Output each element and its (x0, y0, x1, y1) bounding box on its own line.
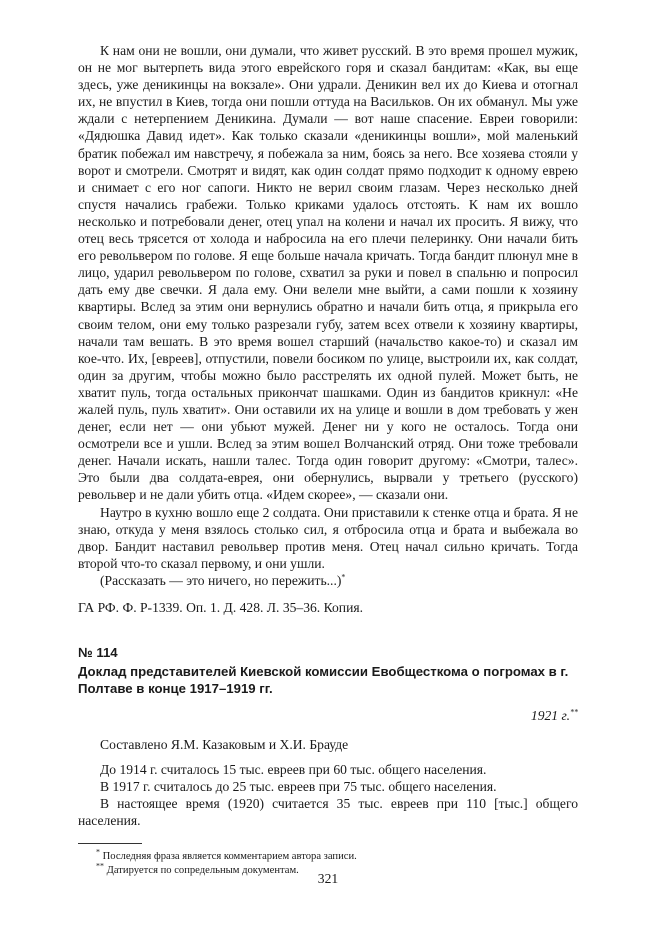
closing-line-text: (Рассказать — это ничего, но пережить...) (100, 572, 342, 588)
archive-reference: ГА РФ. Ф. Р-1339. Оп. 1. Д. 428. Л. 35–36. Копия. (78, 600, 363, 615)
footnote-mark: ** (570, 707, 578, 717)
page-number: 321 (317, 871, 339, 886)
footnote-divider (78, 843, 142, 844)
stat-line: До 1914 г. считалось 15 тыс. евреев при 60 тыс. общего населения. (100, 762, 487, 777)
paragraph: К нам они не вошли, они думали, что живет русский. В это время прошел мужик, он не мог вытерпеть вида этого еврейского горя и сказал бандитам: «Как, вы еще здесь, уже деникинцы на вокзале». Они удрали. Деникин вел их до Киева и отогнал их, не впустил в Киев, тогда они пошли оттуда на Васильков. Он их обманул. Мы уже ждали с нетерпением Деникина. Думали — вот наше спасение. Евреи говорили: «Дядюшка Давид идет». Как только сказали «деникинцы вошли», мой маленький братик побежал им навстречу, я побежала за ним, боясь за него. Все хозяева стояли у ворот и смотрели. Смотрят и видят, как один солдат прямо подходит к одному еврею и снимает с его ног сапоги. Никто не верил своим глазам. Через несколько дней спустя начались грабежи. Только криками удалось отстоять. К нам их вошло несколько и потребовали денег, отец упал на колени и начал их просить. Я вижу, что отец весь трясется от холода и набросила на его плечи пелеринку. Они начали бить его револьвером по голове. Я еще больше начала кричать. Тогда бандит плюнул мне в лицо, ударил револьвером по голове, схватил за руки и повел в спальню и попросил дать ему две свечки. Я дала ему. Они велели мне выйти, а сами пошли к хозяину квартиры. Вслед за этим они вернулись обратно и начали бить отца, я прикрыла его своим телом, они ему только разрезали губу, затем всех отвели к хозяину квартиры, начали там вешать. В это время вошел старший (начальство какое-то) и сказал им кое-что. Их, [евреев], отпустили, повели босиком по улице, выстроили их, как солдат, один за другим, чтобы можно было расстрелять их одной пулей. Может быть, не хватит пуль, тогда остальных прикончат шашками. Один из бандитов крикнул: «Не жалей пуль, пуль хватит». Они оставили их на улице и вошли в дом требовать у жен денег, если нет — они убьют мужей. Денег ни у кого не осталось. Тогда они осмотрели все и ушли. Вслед за этим вошел Волчанский отряд. Они тоже требовали денег. Начали искать, нашли талес. Тогда один говорит другому: «Смотри, талес». Это были два солдата-еврея, они обернулись, вырвали у третьего (русского) револьвер и не дали убить отца. «Идем скорее», — сказали они. (78, 43, 578, 503)
document-page (78, 42, 578, 878)
testimony-text (78, 42, 578, 589)
document-date-text: 1921 г. (530, 708, 570, 723)
population-stats (78, 761, 578, 829)
document-date (78, 707, 578, 724)
document-title: Доклад представителей Киевской комиссии Евобщесткома о погромах в г. Полтаве в конце 1917–1919 гг. (78, 664, 569, 696)
footnote (78, 847, 578, 864)
closing-line (78, 572, 578, 589)
compiled-by: Составлено Я.М. Казаковым и Х.И. Брауде (100, 737, 349, 752)
footnote-mark: ** (96, 861, 104, 871)
stat-line: В настоящее время (1920) считается 35 тыс. евреев при 110 [тыс.] общего населения. (78, 796, 578, 829)
footnote-mark: * (341, 572, 346, 582)
document-number: № 114 (78, 645, 118, 660)
footnote-mark: * (96, 847, 100, 857)
paragraph: Наутро в кухню вошло еще 2 солдата. Они приставили к стенке отца и брата. Я не знаю, откуда у меня взялось столько сил, я отбросила отца и брата и выбежала во двор. Бандит наставил револьвер против меня. Отец начал сильно кричать. Тогда второй что-то сказал первому, и они ушли. (78, 504, 578, 571)
footnote-text: Датируется по сопредельным документам. (104, 865, 299, 877)
footnote-text: Последняя фраза является комментарием автора записи. (100, 851, 357, 863)
stat-line: В 1917 г. считалось до 25 тыс. евреев при 75 тыс. общего населения. (100, 779, 497, 795)
